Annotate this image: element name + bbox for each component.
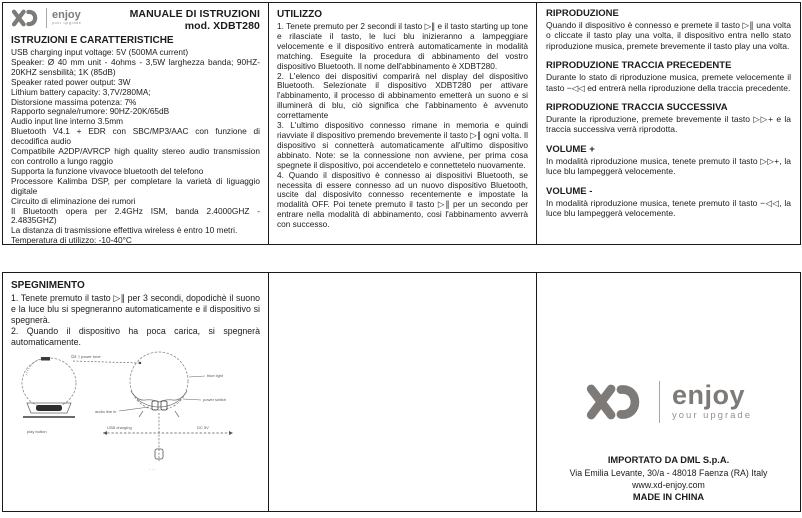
empty-cell (268, 272, 537, 512)
importer-block (537, 454, 800, 504)
section-utilizzo (268, 2, 537, 245)
made-in-label: MADE IN CHINA (632, 492, 705, 502)
logo-divider (659, 381, 660, 423)
xd-logo-icon (11, 8, 41, 28)
section-spegnimento (2, 272, 269, 512)
utilizzo-step-3: 3. L'ultimo dispositivo connesso rimane in memoria e quindi riavviate il dispositivo premendo brevemente il tasto ▷∥ ogni volta. Il dispositivo si connetterà automaticamente all'ultimo dispositivo abbinato. Note: se la connessione non avviene, per prima cosa spegnete il dispositivo, poi accendetelo e connettetelo nuovamente. (277, 120, 528, 170)
volume-piu-heading: VOLUME + (546, 143, 595, 155)
spec-item: Rapporto segnale/rumore: 90HZ-20K/65dB (11, 106, 170, 117)
volume-meno-body: In modalità riproduzione musica, tenete premuto il tasto −◁◁, la luce blu lampeggerà velocemente. (546, 197, 791, 219)
spec-item: Speaker: Ø 40 mm unit - 4ohms - 3,5W larghezza banda; 90HZ-20KHZ sensbilità; 1K (85dB) (11, 56, 260, 77)
diagram-label-usb: USB charging (107, 425, 132, 430)
right-speaker-sketch (130, 352, 188, 461)
diagram-label-blue-light: blue light (207, 373, 224, 378)
spec-item: Compatibile A2DP/AVRCP high quality stereo audio transmission con controllo a lungo raggio (11, 146, 260, 166)
spec-item: Circuito di eliminazione dei rumori (11, 195, 136, 206)
riproduzione-heading: RIPRODUZIONE (546, 8, 619, 19)
utilizzo-step-1: 1. Tenete premuto per 2 secondi il tasto ▷∥ e il tasto starting up tone e rilasciate il tasto, le luci blu inizieranno a lampeggiare velocemente e il dispositivo entrerà automaticamente in modalità matching. Eseguite la procedura di abbinamento del vostro dispositivo Bluetooth. Il nome dell'abbinamento è XDBT280. (277, 21, 528, 71)
xd-enjoy-logo-large (585, 381, 752, 423)
diagram-label-power: power switch (203, 397, 227, 402)
spec-item: USB charging input voltage: 5V (500MA current) (11, 47, 189, 57)
logo-enjoy-text: enjoy (672, 380, 746, 410)
riproduzione-body: Quando il dispositivo è connesso e premete il tasto ▷∥ una volta o cliccate il tasto play una volta, il dispositivo entra nello stato riproduzione musica, premete brevemente il tasto play una volta. (546, 20, 791, 51)
diagram-label-caption: play button (27, 429, 47, 434)
traccia-precedente-heading: RIPRODUZIONE TRACCIA PRECEDENTE (546, 60, 732, 72)
volume-meno-heading: VOLUME - (546, 185, 593, 197)
spec-item: Speaker rated power output: 3W (11, 76, 131, 87)
logo-divider (46, 8, 47, 28)
spec-item: La distanza di trasmissione effettiva wireless è entro 10 metri. (11, 225, 238, 236)
specs-list (11, 48, 260, 246)
volume-piu-body: In modalità riproduzione musica, tenete premuto il tasto ▷▷+, la luce blu lampeggerà velocemente. (546, 155, 791, 177)
logo-tagline-text: your upgrade (672, 410, 752, 421)
diagram-label-dc: DC 5V (197, 425, 209, 430)
xd-logo-icon (585, 381, 647, 423)
traccia-precedente-body: Durante lo stato di riproduzione musica, premete velocemente il tasto −◁◁ ed entrerà nella riproduzione della traccia precedente. (546, 72, 791, 93)
spec-item: Distorsione massima potenza: 7% (11, 96, 137, 107)
logo-tagline-text: your upgrade (52, 21, 82, 25)
diagram-label-plug: · · · (149, 467, 156, 472)
speaker-diagram (11, 349, 259, 491)
traccia-successiva-body: Durante la riproduzione, premete brevemente il tasto ▷▷+ e la traccia successiva verrà riprodotta. (546, 114, 791, 135)
diagram-label-audio: audio line in (95, 409, 117, 414)
manual-title (130, 8, 260, 32)
spec-item: Temperatura di utilizzo: -10-40°C (11, 235, 132, 246)
diagram-label-top: ⏻/▷∥ power tone (71, 354, 101, 359)
header-row (11, 8, 260, 34)
spec-item: Lithium battery capacity: 3,7V/280MA; (11, 86, 151, 97)
section-importer (536, 272, 801, 512)
website-url: www.xd-enjoy.com (632, 480, 705, 490)
utilizzo-step-4: 4. Quando il dispositivo è connesso ai dispositivi Bluetooth, se necessita di essere connesso ad un nuovo dispositivo Bluetooth, uscite dal disposivito connesso recentemente e impostate la modalità OFF. Poi tenete premuto il tasto ▷∥ per un secondo per entrare nella modalità di abbinamento, cosi l'abbinamento avverrà con successo. (277, 169, 528, 230)
xd-enjoy-logo-small (11, 8, 82, 28)
spec-item: Audio input line interno 3.5mm (11, 116, 124, 127)
manual-title-line2: mod. XDBT280 (184, 20, 260, 32)
spegnimento-heading: SPEGNIMENTO (11, 280, 85, 291)
spegnimento-step-2: 2. Quando il dispositivo ha poca carica, si spegnerà automaticamente. (11, 326, 260, 347)
section-riproduzione (536, 2, 801, 245)
section-istruzioni (2, 2, 269, 245)
spec-item: Supporta la funzione vivavoce bluetooth del telefono (11, 165, 204, 176)
traccia-successiva-heading: RIPRODUZIONE TRACCIA SUCCESSIVA (546, 102, 728, 114)
spec-item: Il Bluetooth opera per 2.4GHz ISM, banda 2.4000GHZ - 2.4835GHZ) (11, 205, 260, 226)
manual-title-line1: MANUALE DI ISTRUZIONI (129, 8, 260, 20)
left-speaker-sketch (22, 357, 76, 417)
importer-name: IMPORTATO DA DML S.p.A. (607, 455, 730, 465)
specs-heading: ISTRUZIONI E CARATTERISTICHE (11, 35, 174, 46)
logo-enjoy-text: enjoy (52, 9, 81, 21)
spec-item: Bluetooth V4.1 + EDR con SBC/MP3/AAC con funzione di decodifica audio (11, 126, 260, 147)
spegnimento-step-1: 1. Tenete premuto il tasto ▷∥ per 3 secondi, dopodichè il suono e la luce blu si spegneranno automaticamente e il dispositivo si spegnerà. (11, 293, 260, 325)
spec-item: Processore Kalimba DSP, per completare la varietà di liguaggio digitale (11, 175, 260, 196)
utilizzo-heading: UTILIZZO (277, 9, 322, 20)
utilizzo-step-2: 2. L'elenco dei dispositivi comparirà nel display del dispositivo Bluetooth. Selezionate il dispositivo XDBT280 per attivare l'abbinamento, il processo di abbinamento emetterà un suono e si illuminerà di blu, ciò significa che l'abbinamento è avvenuto correttamente (277, 70, 528, 121)
importer-address: Via Emilia Levante, 30/a - 48018 Faenza (RA) Italy (569, 468, 768, 478)
